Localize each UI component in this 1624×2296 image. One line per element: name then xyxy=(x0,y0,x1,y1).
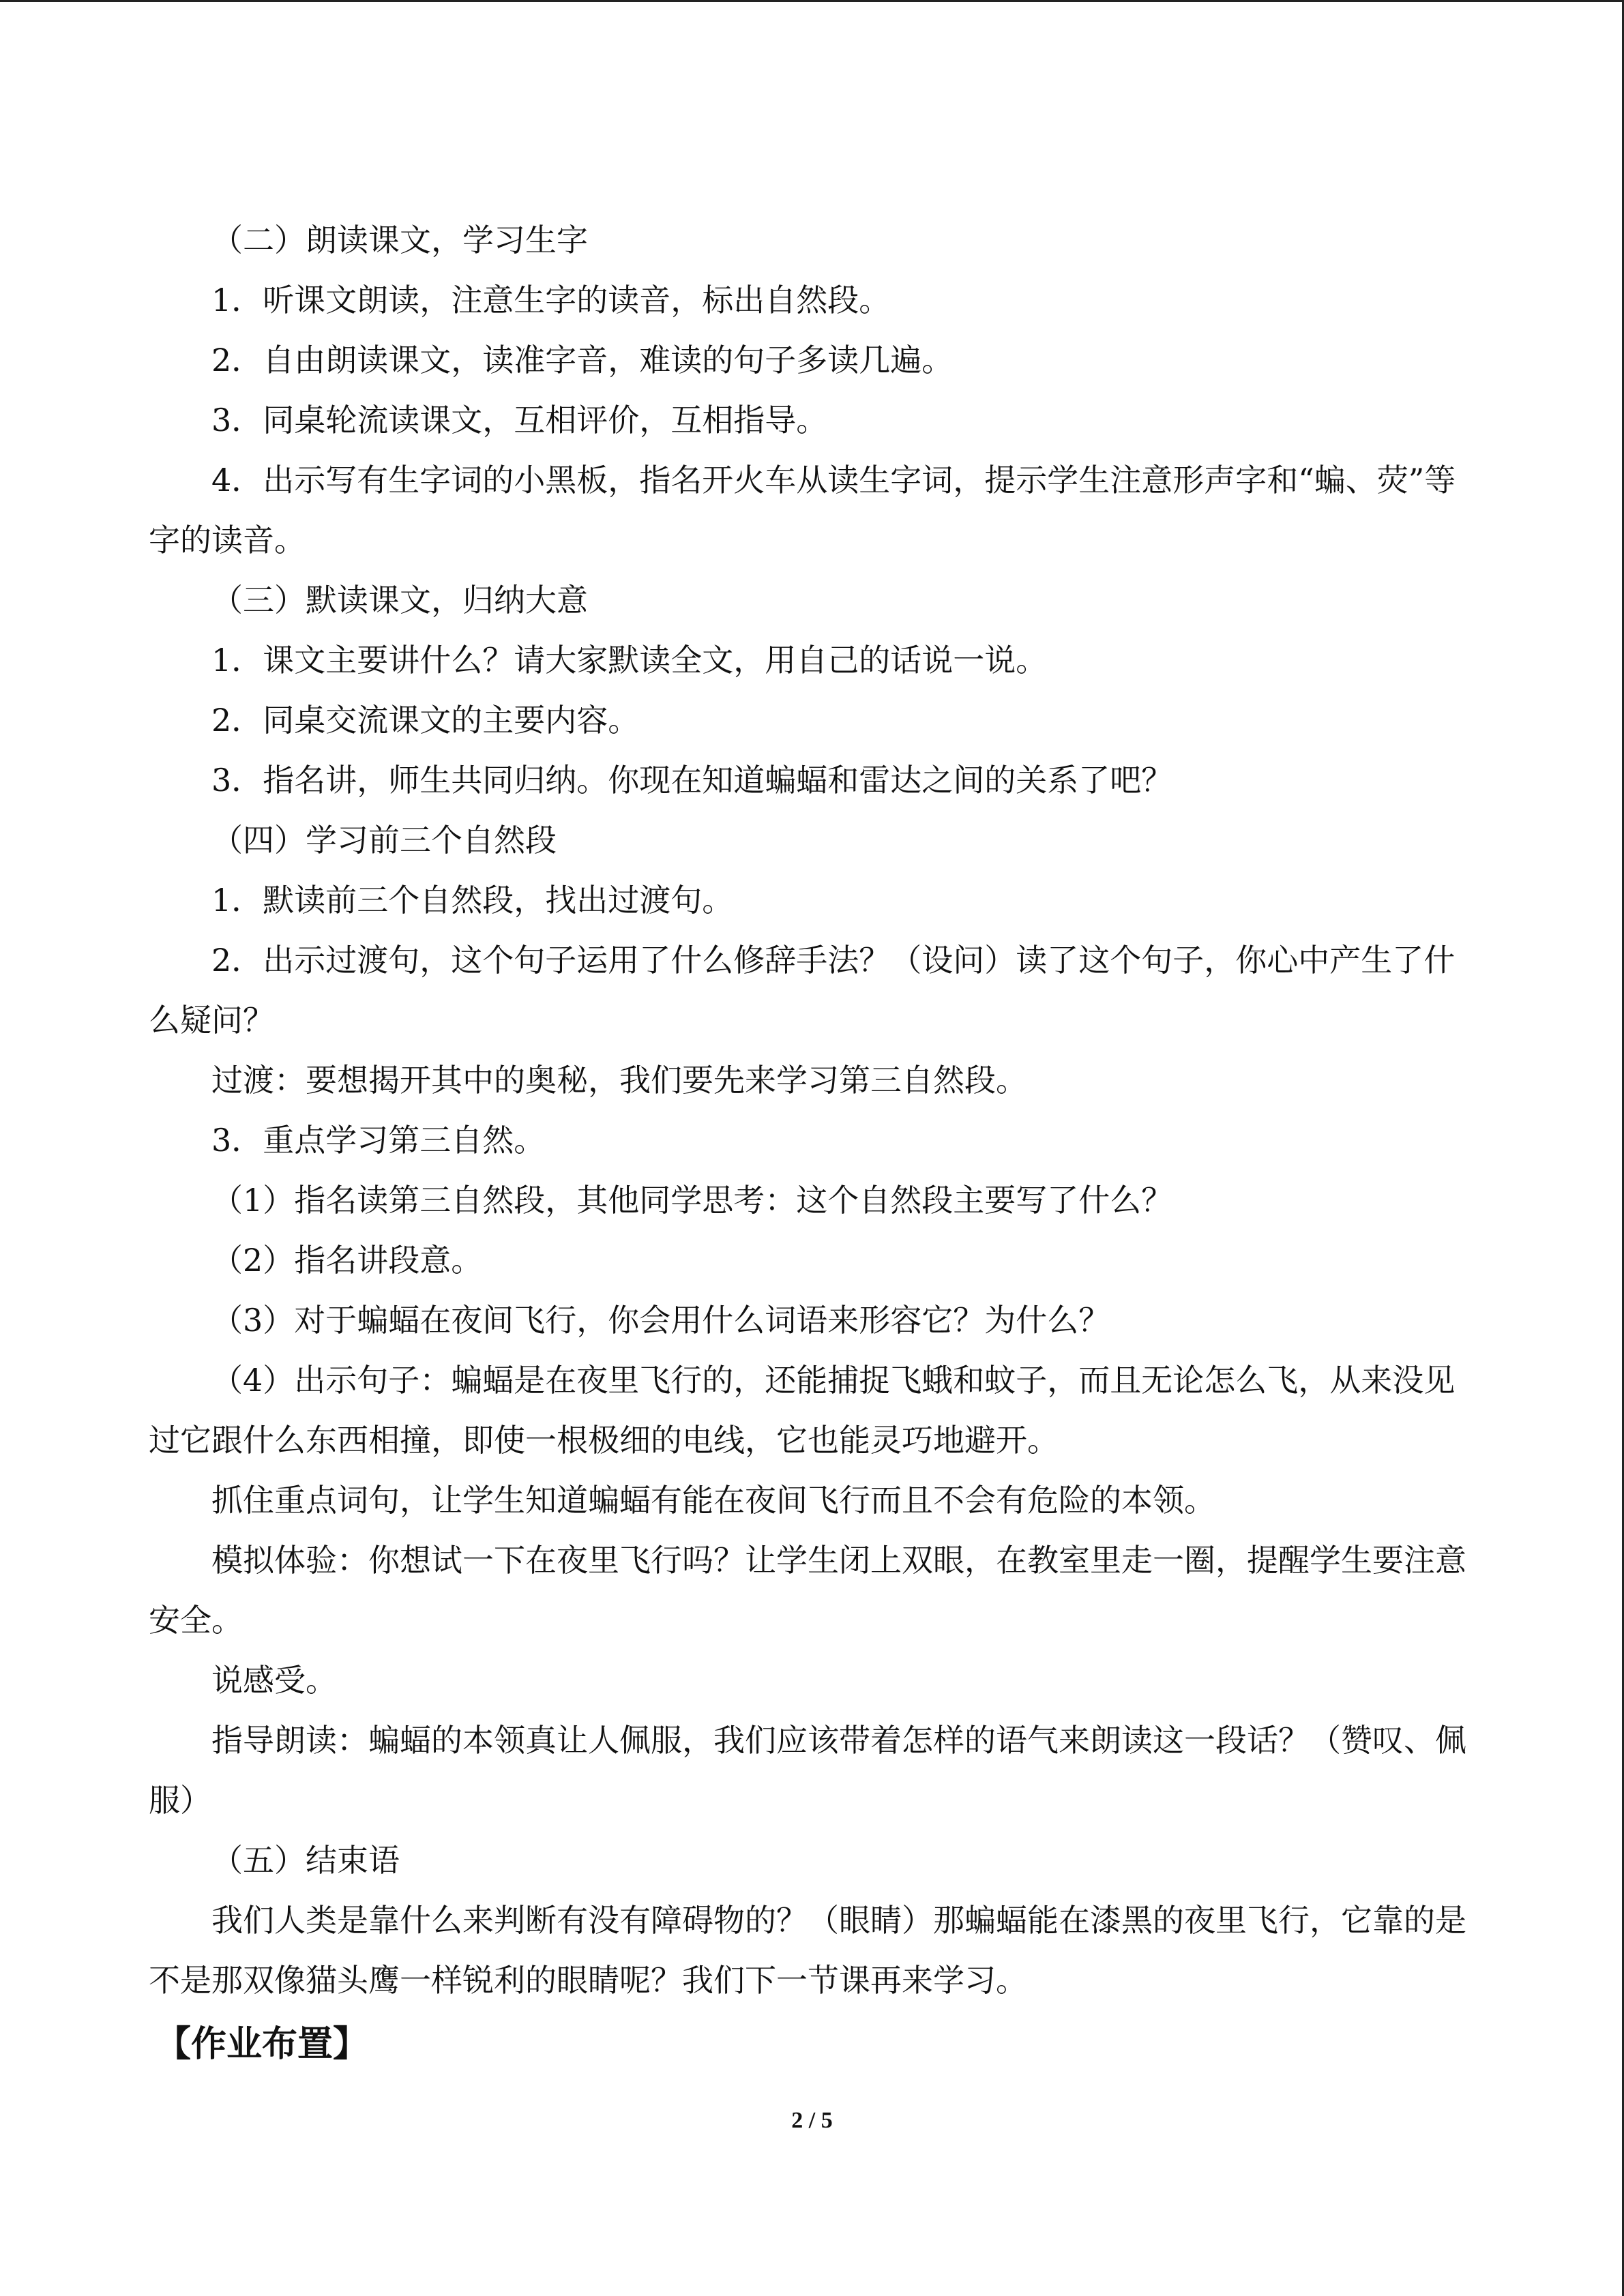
page-top-border xyxy=(0,0,1624,2)
paragraph: 4．出示写有生字词的小黑板，指名开火车从读生字词，提示学生注意形声字和“蝙、荧”等字的读音。 xyxy=(149,462,1456,558)
paragraph: 3．指名讲，师生共同归纳。你现在知道蝙蝠和雷达之间的关系了吧？ xyxy=(211,762,1173,799)
subheading-conclusion: （五）结束语 xyxy=(211,1842,400,1879)
subheading-silent-reading: （三）默读课文，归纳大意 xyxy=(211,582,588,618)
paragraph: 我们人类是靠什么来判断有没有障碍物的？（眼睛）那蝙蝠能在漆黑的夜里飞行，它靠的是不是那双像猫头鹰一样锐利的眼睛呢？我们下一节课再来学习。 xyxy=(149,1902,1466,1999)
paragraph: 2．同桌交流课文的主要内容。 xyxy=(211,702,640,739)
subheading-first-three-paragraphs: （四）学习前三个自然段 xyxy=(211,822,557,859)
paragraph: （4）出示句子：蝙蝠是在夜里飞行的，还能捕捉飞蛾和蚊子，而且无论怎么飞，从来没见过它跟什么东西相撞，即使一根极细的电线，它也能灵巧地避开。 xyxy=(149,1362,1456,1459)
paragraph: （3）对于蝙蝠在夜间飞行，你会用什么词语来形容它？为什么？ xyxy=(211,1302,1110,1339)
paragraph: 过渡：要想揭开其中的奥秘，我们要先来学习第三自然段。 xyxy=(211,1062,1027,1099)
paragraph: 指导朗读：蝙蝠的本领真让人佩服，我们应该带着怎样的语气来朗读这一段话？（赞叹、佩服） xyxy=(149,1722,1466,1819)
paragraph: 2．自由朗读课文，读准字音，难读的句子多读几遍。 xyxy=(211,342,954,378)
paragraph: （2）指名讲段意。 xyxy=(211,1242,483,1279)
paragraph: 1．默读前三个自然段，找出过渡句。 xyxy=(211,882,734,919)
paragraph: 3．重点学习第三自然。 xyxy=(211,1122,546,1159)
paragraph: 1．听课文朗读，注意生字的读音，标出自然段。 xyxy=(211,282,891,318)
document-body xyxy=(149,210,1473,2010)
section-heading-homework: 【作业布置】 xyxy=(156,2024,369,2065)
subheading-reading: （二）朗读课文，学习生字 xyxy=(211,222,588,258)
paragraph: 模拟体验：你想试一下在夜里飞行吗？让学生闭上双眼，在教室里走一圈，提醒学生要注意安全。 xyxy=(149,1542,1466,1639)
paragraph: 说感受。 xyxy=(211,1662,337,1699)
paragraph: 1．课文主要讲什么？请大家默读全文，用自己的话说一说。 xyxy=(211,642,1048,679)
paragraph: （1）指名读第三自然段，其他同学思考：这个自然段主要写了什么？ xyxy=(211,1182,1173,1219)
paragraph: 2．出示过渡句，这个句子运用了什么修辞手法？（设问）读了这个句子，你心中产生了什么疑问？ xyxy=(149,942,1456,1039)
page-number: 2 / 5 xyxy=(791,2108,833,2133)
paragraph: 3．同桌轮流读课文，互相评价，互相指导。 xyxy=(211,402,828,438)
paragraph: 抓住重点词句，让学生知道蝙蝠有能在夜间飞行而且不会有危险的本领。 xyxy=(211,1482,1215,1519)
